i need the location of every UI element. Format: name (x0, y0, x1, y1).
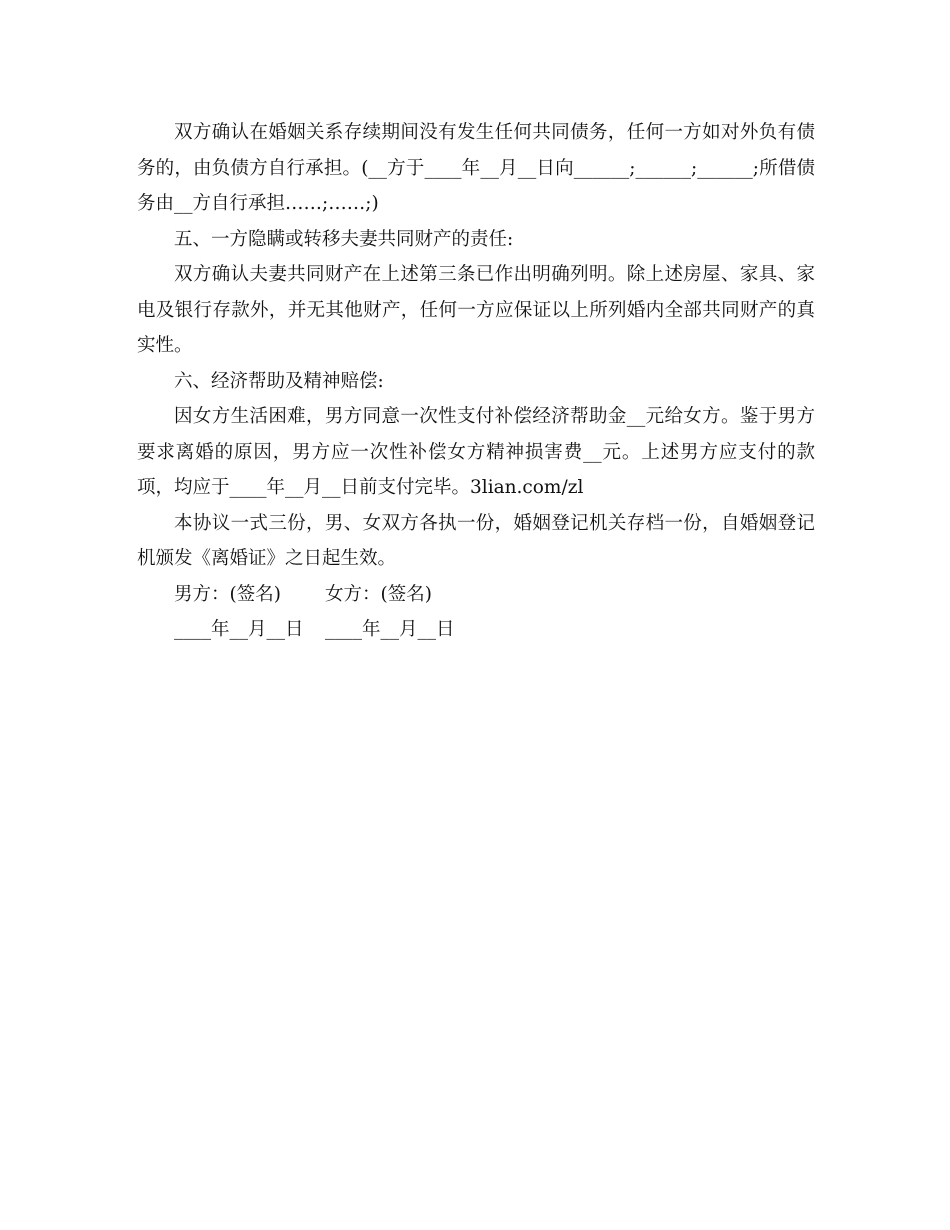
compensation-paragraph: 因女方生活困难，男方同意一次性支付补偿经济帮助金__元给女方。鉴于男方要求离婚的原因，男方应一次性补偿女方精神损害费__元。上述男方应支付的款项，均应于____年__月__日前支付完毕。3lian.com/zl (137, 406, 815, 498)
section-six-heading: 六、经济帮助及精神赔偿: (174, 370, 384, 392)
male-date: ____年__月__日 (174, 619, 304, 640)
property-disclosure-paragraph: 双方确认夫妻共同财产在上述第三条已作出明确列明。除上述房屋、家具、家电及银行存款外，并无其他财产，任何一方应保证以上所列婚内全部共同财产的真实性。 (137, 264, 815, 356)
female-date: ____年__月__日 (325, 619, 455, 640)
female-signature-label: 女方：(签名) (325, 583, 432, 605)
section-five-heading: 五、一方隐瞒或转移夫妻共同财产的责任: (174, 228, 514, 250)
male-signature-label: 男方：(签名) (174, 583, 281, 605)
debt-clause-paragraph: 双方确认在婚姻关系存续期间没有发生任何共同债务，任何一方如对外负有债务的，由负债方自行承担。(__方于____年__月__日向______;______;______;所借债务由__方自行承担……;……;) (137, 122, 815, 214)
agreement-body (137, 115, 815, 648)
date-row (137, 612, 815, 648)
signature-row (137, 577, 815, 613)
copies-paragraph: 本协议一式三份，男、女双方各执一份，婚姻登记机关存档一份，自婚姻登记机颁发《离婚证》之日起生效。 (137, 512, 815, 569)
